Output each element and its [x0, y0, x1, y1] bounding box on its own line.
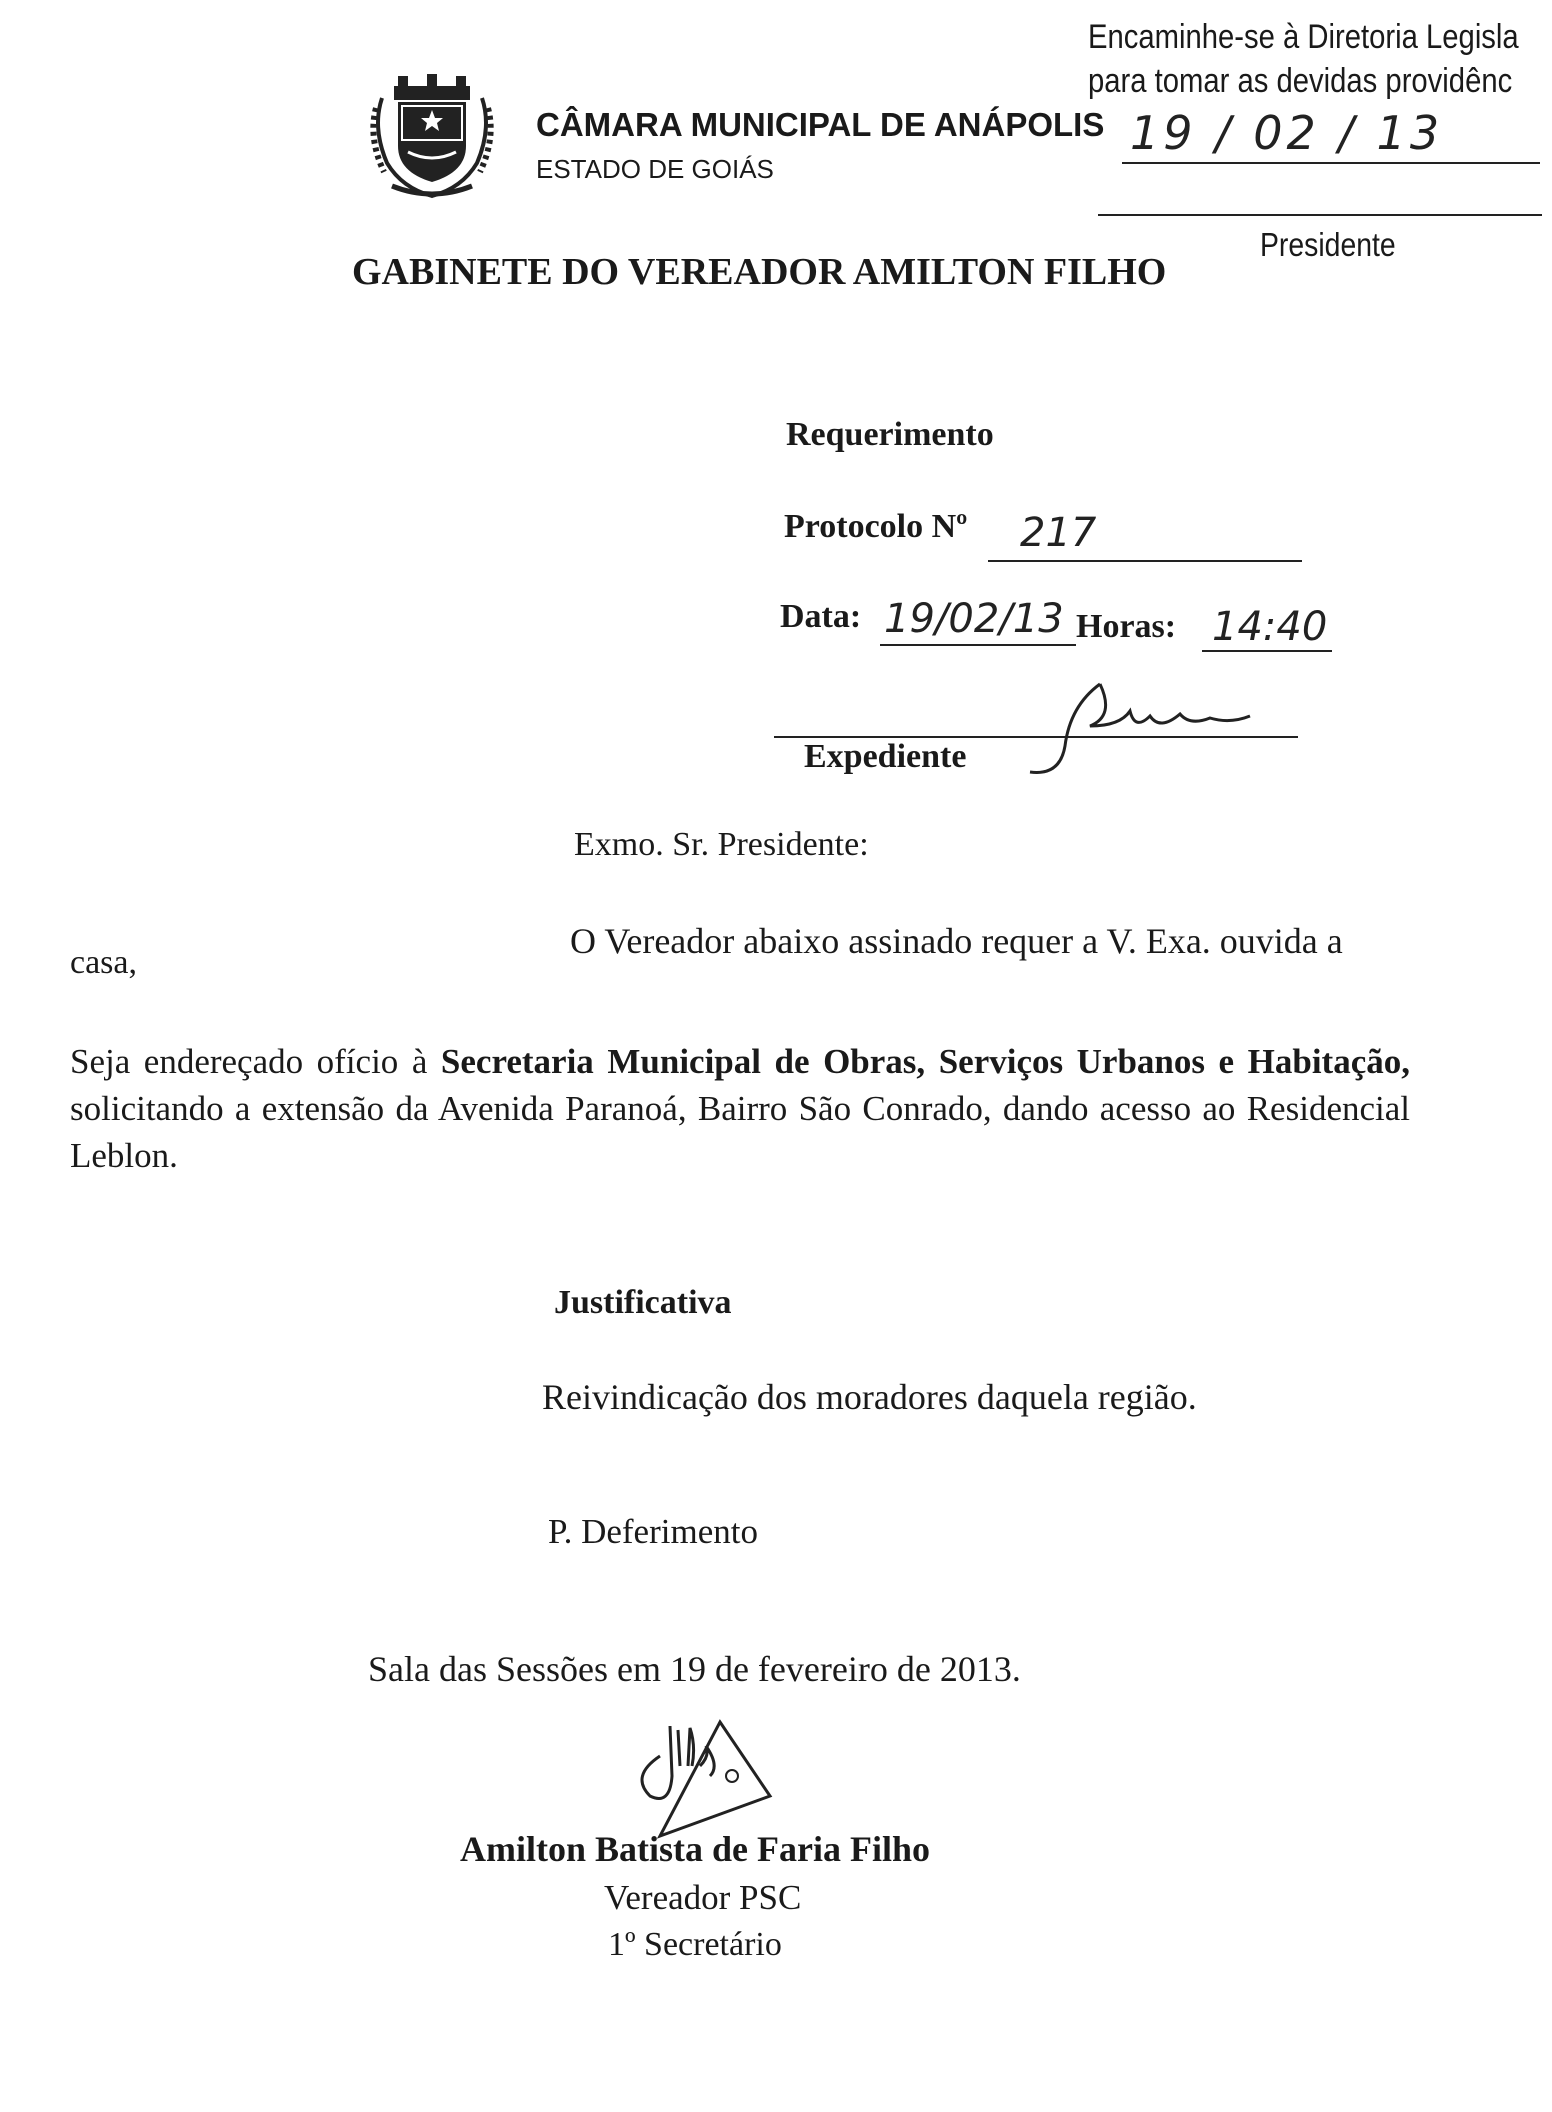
paragraph-secretariat: Secretaria Municipal de Obras, Serviços Urbanos e Habitação, — [440, 1042, 1410, 1081]
state-subtitle: ESTADO DE GOIÁS — [536, 154, 774, 184]
hours-value: 14:40 — [1212, 604, 1328, 650]
cabinet-title: GABINETE DO VEREADOR AMILTON FILHO — [352, 251, 1167, 293]
protocol-underline — [988, 560, 1302, 562]
hours-underline — [1202, 650, 1332, 652]
closing-text: P. Deferimento — [548, 1512, 758, 1551]
intro-text: O Vereador abaixo assinado requer a V. Exa. ouvida a — [570, 921, 1343, 961]
stamp-providence-text: para tomar as devidas providênc — [1088, 62, 1513, 100]
date-value: 19/02/13 — [884, 596, 1064, 642]
date-label: Data: — [780, 598, 862, 635]
stamp-forward-text: Encaminhe-se à Diretoria Legisla — [1088, 18, 1519, 56]
salutation: Exmo. Sr. Presidente: — [574, 826, 869, 863]
request-paragraph — [70, 1038, 1410, 1179]
justification-title: Justificativa — [554, 1284, 732, 1321]
dispatch-signature-icon — [1020, 676, 1290, 786]
request-title: Requerimento — [786, 416, 994, 453]
paragraph-rest: solicitando a extensão da Avenida Paranoá, Bairro São Conrado, dando acesso ao Residencial Leblon. — [70, 1089, 1410, 1175]
signer-position: 1º Secretário — [608, 1926, 782, 1963]
place-date: Sala das Sessões em 19 de fevereiro de 2013. — [368, 1649, 1021, 1689]
intro-text-end: casa, — [70, 944, 138, 981]
stamp-president-label: Presidente — [1260, 226, 1396, 263]
protocol-value: 217 — [1020, 510, 1097, 556]
signer-role: Vereador PSC — [604, 1878, 802, 1917]
institution-title: CÂMARA MUNICIPAL DE ANÁPOLIS — [536, 106, 1105, 143]
date-underline — [880, 644, 1076, 646]
dispatch-label: Expediente — [804, 738, 967, 775]
paragraph-prefix: Seja endereçado ofício à — [70, 1042, 441, 1081]
protocol-label: Protocolo Nº — [784, 508, 968, 545]
stamp-handwritten-date: 19 / 02 / 13 — [1130, 106, 1444, 160]
signer-name: Amilton Batista de Faria Filho — [460, 1829, 930, 1869]
coat-of-arms-icon — [362, 68, 502, 208]
stamp-date-line — [1122, 162, 1540, 164]
stamp-signature-line — [1098, 214, 1542, 216]
justification-text: Reivindicação dos moradores daquela região. — [542, 1377, 1197, 1417]
hours-label: Horas: — [1076, 608, 1177, 645]
